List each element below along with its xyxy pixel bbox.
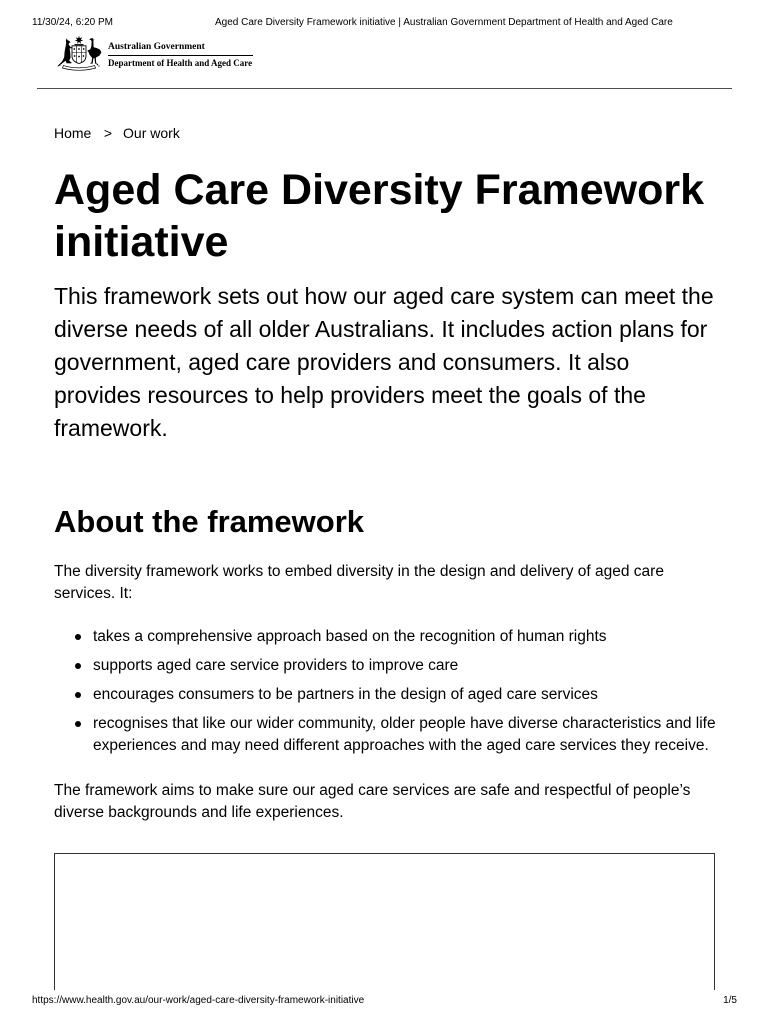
print-page-number: 1/5 <box>723 995 737 1006</box>
breadcrumb <box>54 123 180 143</box>
breadcrumb-home-link[interactable]: Home <box>54 125 92 141</box>
page-intro: This framework sets out how our aged care system can meet the diverse needs of all older Australians. It includes action plans for government, aged care providers and consumers. It also provides resources to help providers meet the goals of the framework. <box>54 283 714 441</box>
list-item-text: recognises that like our wider community, older people have diverse characteristics and life experiences and may need different approaches with the aged care services they receive. <box>93 715 716 754</box>
list-item <box>93 626 745 648</box>
breadcrumb-separator: > <box>103 125 113 141</box>
list-item <box>93 655 745 677</box>
coat-of-arms-icon <box>55 35 103 71</box>
about-lead-paragraph: The diversity framework works to embed diversity in the design and delivery of aged care services. It: <box>54 563 664 602</box>
about-bullet-list <box>93 626 745 764</box>
bullet-icon <box>75 721 81 727</box>
page-title: Aged Care Diversity Framework initiative <box>54 166 705 266</box>
department-name: Department of Health and Aged Care <box>108 57 253 68</box>
embedded-content-frame <box>54 853 715 990</box>
breadcrumb-our-work-link[interactable]: Our work <box>123 125 180 141</box>
bullet-icon <box>75 663 81 669</box>
list-item <box>93 684 745 706</box>
print-page-title: Aged Care Diversity Framework initiative | Australian Government Department of Health and Aged Care <box>215 17 673 28</box>
about-heading: About the framework <box>54 504 365 539</box>
header-divider <box>37 88 732 89</box>
bullet-icon <box>75 692 81 698</box>
print-datetime: 11/30/24, 6:20 PM <box>32 17 113 28</box>
list-item-text: encourages consumers to be partners in the design of aged care services <box>93 686 598 703</box>
print-page-url: https://www.health.gov.au/our-work/aged-care-diversity-framework-initiative <box>32 995 365 1006</box>
list-item <box>93 713 745 757</box>
logo-divider <box>108 55 253 56</box>
about-closing-paragraph: The framework aims to make sure our aged care services are safe and respectful of people’s diverse backgrounds and life experiences. <box>54 782 691 821</box>
list-item-text: takes a comprehensive approach based on the recognition of human rights <box>93 628 607 645</box>
bullet-icon <box>75 634 81 640</box>
government-name: Australian Government <box>108 42 205 52</box>
list-item-text: supports aged care service providers to improve care <box>93 657 459 674</box>
